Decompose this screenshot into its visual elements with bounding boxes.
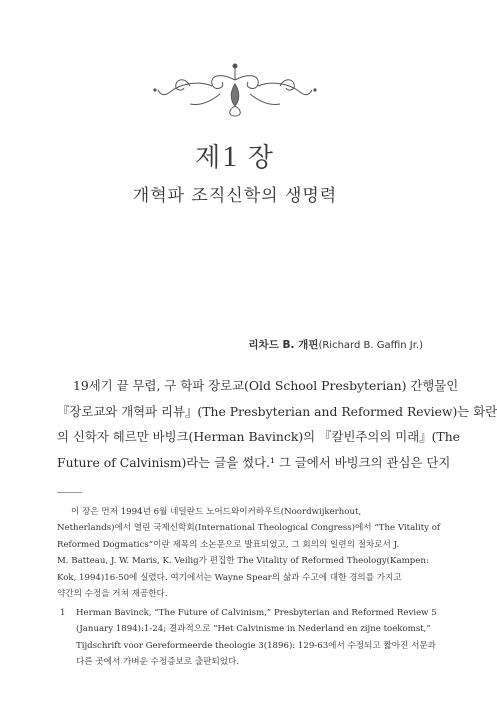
chapter-ornament [150, 62, 320, 118]
chapter-number: 1 [222, 140, 240, 173]
note-line: M. Batteau, J. W. Maris, K. Veilig가 편집한 The Vitality of Reformed Theology(Kampen: [57, 556, 429, 567]
note-line: Kok, 1994)16-50에 실렸다. 여기에서는 Wayne Spear의 삶과 수고에 대한 경의를 가지고 [57, 572, 402, 583]
note-line: Netherlands)에서 열린 국제신학회(International Theological Congress)에서 “The Vitality of [57, 523, 441, 534]
footnote [57, 605, 437, 671]
footnote-line: Tijdschrift voor Gereformeerde theologie 3(1896): 129-63에서 수정되고 짧아진 서문과 [76, 640, 436, 651]
footnote-line: Herman Bavinck, “The Future of Calvinism,” Presbyterian and Reformed Review 5 [76, 608, 437, 618]
body-line: Future of Calvinism)라는 글을 썼다.¹ 그 글에서 바빙크의 관심은 단지 [57, 454, 451, 470]
body-line: 19세기 끝 무렵, 구 학파 장로교(Old School Presbyterian) 간행물인 [73, 378, 459, 393]
chapter-prefix: 제 [195, 143, 223, 172]
note-line: Reformed Dogmatics”이란 제목의 소논문으로 발표되었고, 그 회의의 일련의 절차로서 J. [57, 539, 400, 550]
chapter-suffix: 장 [247, 143, 275, 172]
body-paragraph [57, 373, 497, 475]
chapter-title [0, 137, 470, 174]
body-line: 의 신학자 헤르만 바빙크(Herman Bavinck)의 『칼빈주의의 미래』(The [57, 429, 461, 444]
body-line: 『장로교와 개혁파 리뷰』(The Presbyterian and Reformed Review)는 화란 [57, 403, 497, 419]
footnote-number: 1 [60, 608, 66, 618]
footnote-separator [57, 492, 82, 493]
note-line: 약간의 수정을 거쳐 재공한다. [57, 589, 168, 600]
author-line [248, 337, 423, 352]
footnote-line: 다른 곳에서 가벼운 수정증보로 출판되었다. [76, 657, 240, 668]
note-line: 이 장은 먼저 1994년 6월 네덜란드 노어드와이커하우트(Noordwijkerhout, [71, 507, 362, 517]
chapter-subtitle: 개혁파 조직신학의 생명력 [132, 186, 338, 206]
footnote-line: (January 1894):1-24; 결과적으로 “Het Calvinisme in Nederland en zijne toekomst,” [76, 624, 431, 635]
author-name-en: (Richard B. Gaffin Jr.) [318, 340, 423, 351]
chapter-note [57, 504, 441, 602]
author-name-ko: 리차드 B. 개핀 [248, 339, 319, 351]
